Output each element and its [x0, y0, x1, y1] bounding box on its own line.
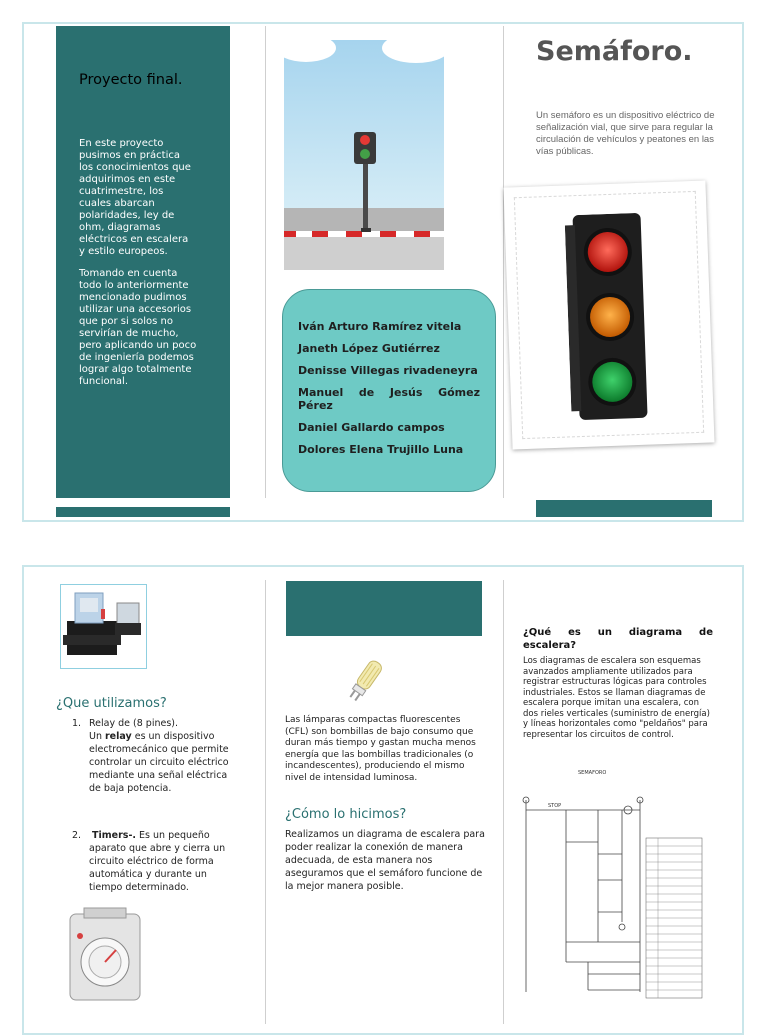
how-we-did-it-heading: ¿Cómo lo hicimos?	[285, 807, 407, 822]
middle-header-block	[286, 581, 482, 636]
traffic-light-illustration	[284, 40, 444, 270]
page1-divider-1	[265, 26, 266, 498]
ladder-diagram-image	[518, 762, 708, 1002]
team-member: Janeth López Gutiérrez	[298, 342, 440, 355]
team-member: Daniel Gallardo campos	[298, 421, 445, 434]
team-member: Dolores Elena Trujillo Luna	[298, 443, 464, 456]
traffic-light-photo	[503, 181, 714, 450]
item-1-title: Relay de (8 pines).	[89, 718, 178, 729]
timer-photo	[58, 906, 150, 1006]
relay-photo	[60, 584, 147, 669]
team-member: Manuel de Jesús Gómez Pérez	[298, 386, 480, 412]
ladder-diagram-title: SEMAFORO	[578, 770, 607, 776]
what-we-used-heading: ¿Que utilizamos?	[56, 696, 167, 711]
right-footer-bar	[536, 500, 712, 517]
page1-divider-2	[503, 26, 504, 498]
intro-paragraph-2: Tomando en cuenta todo lo anteriormente mencionado pudimos utilizar una accesorios que por si solos no servirían de mucho, pero aplicando un poco de ingeniería podemos lograr algo totalmente funcional.	[79, 268, 197, 387]
semaforo-title: Semáforo.	[536, 36, 693, 67]
ladder-diagram-description: Los diagramas de escalera son esquemas avanzados ampliamente utilizados para registrar estructuras lógicas para controles industriales. Estos se llaman diagramas de escalera porque imitan una escalera, con dos rieles verticales (suministro de energía) y líneas horizontales como "peldaños" para representar los circuitos de control.	[523, 656, 710, 740]
intro-title: Proyecto final.	[79, 72, 183, 88]
cfl-bulb-image	[344, 654, 384, 708]
intro-panel-footer-bar	[56, 507, 230, 517]
ladder-diagram-stop-label: STOP	[548, 803, 562, 809]
how-we-did-it-text: Realizamos un diagrama de escalera para poder realizar la conexión de manera adecuada, de esta manera nos aseguramos que el semáforo funcione de la mejor manera posible.	[285, 829, 485, 892]
cfl-description: Las lámparas compactas fluorescentes (CFL) son bombillas de bajo consumo que duran más tiempo y gastan mucha menos energía que las bombillas tradicionales (o incandescentes), produciendo el mismo nivel de intensidad luminosa.	[285, 715, 476, 783]
intro-panel	[56, 26, 230, 498]
page2-divider-1	[265, 580, 266, 1024]
item-2-number: 2.	[72, 830, 82, 841]
page2-divider-2	[503, 580, 504, 1024]
item-2-description: Timers-. Es un pequeño aparato que abre y cierra un circuito eléctrico de forma automática y durante un tiempo determinado.	[89, 830, 226, 893]
team-member: Iván Arturo Ramírez vitela	[298, 320, 462, 333]
item-1-number: 1.	[72, 718, 82, 729]
ladder-diagram-heading: ¿Qué es un diagrama de escalera?	[523, 627, 713, 651]
team-member: Denisse Villegas rivadeneyra	[298, 364, 478, 377]
team-member-list	[298, 320, 480, 465]
intro-paragraph-1: En este proyecto pusimos en práctica los conocimientos que adquirimos en este cuatrimestre, los cuales abarcan polaridades, ley de ohm, diagramas eléctricos en escalera y estilo europeos.	[79, 138, 191, 257]
semaforo-description: Un semáforo es un dispositivo eléctrico de señalización vial, que sirve para regular la circulación de vehículos y peatones en las vías públicas.	[536, 110, 715, 157]
item-1-description: Un relay es un dispositivo electromecánico que permite controlar un circuito eléctrico mediante una señal eléctrica de baja potencia.	[89, 731, 229, 794]
